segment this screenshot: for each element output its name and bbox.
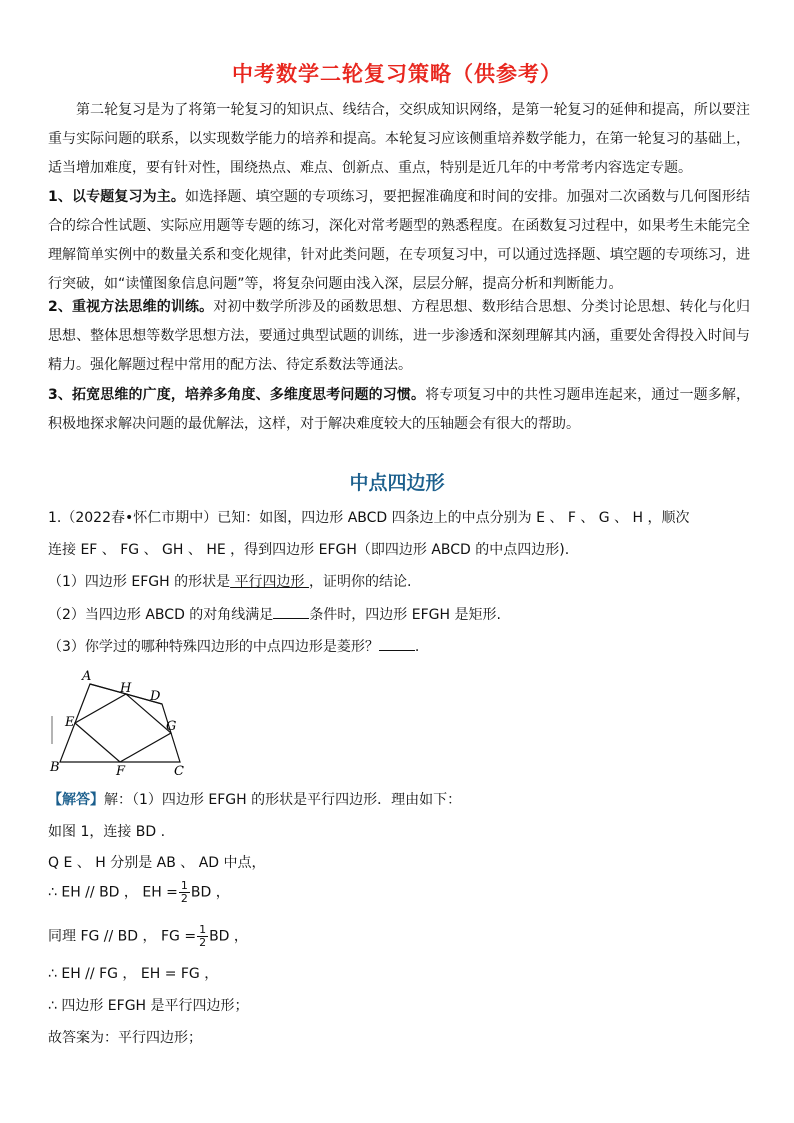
question-part-2-prefix: （2）当四边形 ABCD 的对角线满足: [48, 607, 274, 623]
fraction-denominator: 2: [199, 936, 207, 949]
label-e: E: [65, 715, 75, 730]
label-g: G: [166, 719, 177, 734]
solution-tag: 【解答】: [48, 792, 104, 808]
question-part-3-prefix: （3）你学过的哪种特殊四边形的中点四边形是菱形？: [48, 639, 379, 655]
intro-paragraph: 第二轮复习是为了将第一轮复习的知识点、线结合，交织成知识网络，是第一轮复习的延伸和提高，所以要注重与实际问题的联系，以实现数学能力的培养和提高。本轮复习应该侧重培养数学能力，在第一轮复习的基础上，适当增加难度，要有针对性，围绕热点、难点、创新点、重点，特别是近几年的中考常考内容选定专题。: [48, 102, 750, 176]
solution-line-4: [48, 880, 230, 905]
question-part-1: [48, 572, 758, 592]
fraction-half: [179, 880, 190, 905]
strategy-point-3: [48, 381, 750, 439]
question-part-2: [48, 604, 758, 625]
section-title: 中点四边形: [349, 472, 445, 494]
fraction-half: [197, 924, 208, 949]
solution-text-4b: BD ，: [190, 884, 230, 901]
answer-blank: [273, 604, 309, 619]
strategy-point-1-head: 1、以专题复习为主。: [48, 189, 186, 205]
label-f: F: [116, 764, 126, 779]
strategy-point-3-head: 3、拓宽思维的广度，培养多角度、多维度思考问题的习惯。: [48, 387, 426, 403]
question-line-1: 1.（2022春•怀仁市期中）已知：如图，四边形 ABCD 四条边上的中点分别为 E 、 F 、 G 、 H ，顺次: [48, 510, 690, 526]
fraction-numerator: 1: [180, 879, 188, 892]
question-part-1-suffix: ，证明你的结论.: [309, 574, 412, 590]
question-part-1-answer: 平行四边形: [230, 574, 309, 590]
midpoint-quadrilateral-efgh: [75, 694, 171, 762]
solution-line-8: 故答案为：平行四边形；: [48, 1030, 202, 1046]
fraction-numerator: 1: [199, 923, 207, 936]
strategy-point-1-body: 如选择题、填空题的专项练习，要把握准确度和时间的安排。加强对二次函数与几何图形结合的综合性试题、实际应用题等专题的练习，深化对常考题型的熟悉程度。在函数复习过程中，如果考生未能完全理解简单实例中的数量关系和变化规律，针对此类问题，在专项复习中，可以通过选择题、填空题的专项练习，进行突破，如“读懂图象信息问题”等，将复杂问题由浅入深，层层分解，提高分析和判断能力。: [48, 189, 751, 292]
solution-line-3: Q E 、 H 分别是 AB 、 AD 中点，: [48, 855, 266, 871]
question-line-2: 连接 EF 、 FG 、 GH 、 HE ，得到四边形 EFGH（即四边形 ABCD 的中点四边形).: [48, 542, 570, 558]
question-part-1-prefix: （1）四边形 EFGH 的形状是: [48, 574, 231, 590]
solution-text-5b: BD ，: [209, 928, 248, 945]
answer-blank: [379, 636, 415, 651]
label-a: A: [82, 669, 92, 684]
question-part-2-suffix: 条件时，四边形 EFGH 是矩形.: [309, 607, 501, 623]
solution-line-1: [48, 790, 461, 810]
page-title: 中考数学二轮复习策略（供参考）: [232, 62, 562, 86]
label-b: B: [50, 760, 60, 775]
label-c: C: [174, 764, 184, 779]
fraction-denominator: 2: [180, 892, 188, 905]
solution-line-5: [48, 924, 248, 949]
label-d: D: [150, 689, 161, 704]
question-part-3-suffix: .: [414, 639, 420, 655]
strategy-point-2-body: 对初中数学所涉及的函数思想、方程思想、数形结合思想、分类讨论思想、转化与化归思想、整体思想等数学思想方法，要通过典型试题的训练，进一步渗透和深刻理解其内涵，重要处舍得投入时间与精力。强化解题过程中常用的配方法、待定系数法等通法。: [48, 299, 750, 373]
solution-line-6: ∴ EH // FG ， EH = FG ，: [48, 966, 219, 982]
strategy-point-2-head: 2、重视方法思维的训练。: [48, 299, 214, 315]
strategy-point-3-body: 将专项复习中的共性习题串连起来，通过一题多解，积极地探求解决问题的最优解法，这样，对于解决难度较大的压轴题会有很大的帮助。: [48, 387, 750, 432]
solution-text-4: ∴ EH // BD ， EH =: [48, 884, 178, 901]
solution-line-2: 如图 1，连接 BD .: [48, 824, 166, 840]
solution-text-5: 同理 FG // BD ， FG =: [48, 928, 197, 945]
strategy-point-2: [48, 293, 750, 380]
strategy-point-1: [48, 183, 750, 299]
solution-text-1: 解：（1）四边形 EFGH 的形状是平行四边形．理由如下：: [104, 792, 462, 808]
question-part-3: [48, 636, 758, 657]
solution-line-7: ∴ 四边形 EFGH 是平行四边形；: [48, 998, 249, 1014]
quadrilateral-figure: [40, 668, 200, 780]
label-h: H: [120, 681, 132, 696]
